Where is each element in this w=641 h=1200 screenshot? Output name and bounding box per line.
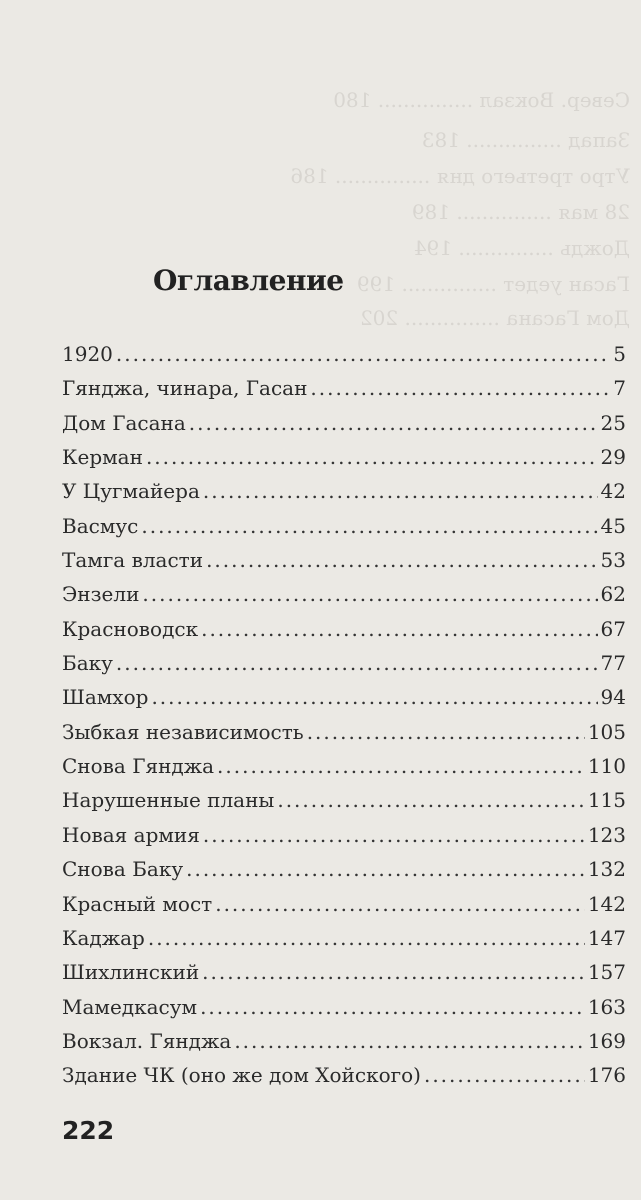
- toc-entry-title: Гянджа, чинара, Гасан: [62, 376, 308, 401]
- dot-leader: [189, 406, 598, 440]
- toc-entry-title: Керман: [62, 445, 143, 470]
- toc-entry[interactable]: [62, 1024, 626, 1058]
- dot-leader: [148, 921, 585, 955]
- bleed-line: Север. Вокзал ............... 180: [333, 88, 630, 112]
- dot-leader: [201, 612, 597, 646]
- dot-leader: [203, 818, 585, 852]
- dot-leader: [215, 887, 585, 921]
- toc-entry-page: 5: [613, 342, 626, 366]
- toc-entry[interactable]: [62, 818, 626, 852]
- toc-entry[interactable]: [62, 543, 626, 577]
- toc-entry-title: Шихлинский: [62, 960, 200, 985]
- toc-entry[interactable]: [62, 577, 626, 611]
- toc-entry-page: 25: [600, 410, 626, 435]
- toc-entry-title: Снова Гянджа: [62, 754, 215, 779]
- toc-entry-title: Нарушенные планы: [62, 788, 275, 813]
- dot-leader: [203, 474, 598, 508]
- toc-entry-page: 163: [587, 994, 626, 1019]
- page-title: Оглавление: [153, 264, 344, 297]
- bleed-line: Гасан уедет ............... 199: [356, 272, 630, 296]
- toc-entry-title: Зыбкая независимость: [62, 719, 304, 744]
- bleed-line: 28 мая ............... 189: [411, 200, 630, 224]
- toc-entry-title: Снова Баку: [62, 857, 184, 882]
- dot-leader: [142, 577, 597, 611]
- toc-entry-title: Красный мост: [62, 891, 213, 916]
- toc-entry[interactable]: [62, 715, 626, 749]
- toc-entry[interactable]: [62, 509, 626, 543]
- toc-entry-title: 1920: [62, 342, 113, 366]
- toc-entry-page: 42: [600, 479, 626, 504]
- dot-leader: [234, 1024, 584, 1058]
- dot-leader: [277, 783, 584, 817]
- toc-entry-title: Васмус: [62, 513, 139, 538]
- toc-entry[interactable]: [62, 646, 626, 680]
- dot-leader: [424, 1058, 585, 1092]
- toc-entry[interactable]: [62, 680, 626, 714]
- toc-entry-title: Новая армия: [62, 822, 200, 847]
- toc-entry-page: 105: [587, 719, 626, 744]
- toc-entry[interactable]: [62, 474, 626, 508]
- toc-entry-page: 110: [587, 754, 626, 779]
- toc-entry-page: 132: [587, 857, 626, 882]
- toc-entry-page: 94: [600, 685, 626, 710]
- toc-entry[interactable]: [62, 990, 626, 1024]
- toc-entry-page: 29: [600, 445, 626, 470]
- toc-entry-page: 123: [587, 822, 626, 847]
- bleed-line: Дом Гасана ............... 202: [359, 306, 630, 330]
- toc-entry-title: Шамхор: [62, 685, 149, 710]
- toc-entry[interactable]: [62, 749, 626, 783]
- toc-entry[interactable]: [62, 337, 626, 371]
- dot-leader: [146, 440, 598, 474]
- dot-leader: [186, 852, 585, 886]
- toc-entry[interactable]: [62, 406, 626, 440]
- toc-entry-page: 142: [587, 891, 626, 916]
- toc-entry[interactable]: [62, 612, 626, 646]
- toc-entry-title: Вокзал. Гянджа: [62, 1028, 232, 1053]
- toc-entry[interactable]: [62, 852, 626, 886]
- toc-entry-page: 176: [587, 1063, 626, 1088]
- toc-entry-page: 62: [600, 582, 626, 607]
- bleed-line: Утро третьего дня ............... 186: [290, 164, 630, 188]
- bleed-line: Запад ............... 183: [421, 128, 630, 152]
- dot-leader: [116, 337, 610, 371]
- toc-entry-title: Тамга власти: [62, 548, 204, 573]
- dot-leader: [116, 646, 598, 680]
- toc-entry[interactable]: [62, 887, 626, 921]
- toc-entry-title: Здание ЧК (оно же дом Хойского): [62, 1063, 421, 1088]
- toc-entry[interactable]: [62, 371, 626, 405]
- dot-leader: [141, 509, 597, 543]
- table-of-contents: [62, 337, 626, 1093]
- dot-leader: [151, 680, 597, 714]
- toc-entry-page: 157: [587, 960, 626, 985]
- toc-entry-title: Энзели: [62, 582, 140, 607]
- dot-leader: [310, 371, 610, 405]
- dot-leader: [202, 955, 585, 989]
- bleed-line: Дождь ............... 194: [413, 236, 630, 260]
- page-number: 222: [62, 1116, 115, 1145]
- toc-entry-title: У Цугмайера: [62, 479, 200, 504]
- toc-entry-page: 7: [613, 376, 626, 401]
- toc-entry[interactable]: [62, 955, 626, 989]
- toc-entry-title: Баку: [62, 651, 113, 676]
- toc-entry-title: Каджар: [62, 925, 145, 950]
- toc-entry-page: 115: [587, 788, 626, 813]
- dot-leader: [206, 543, 597, 577]
- toc-entry-title: Красноводск: [62, 616, 199, 641]
- toc-entry[interactable]: [62, 921, 626, 955]
- toc-entry[interactable]: [62, 440, 626, 474]
- toc-entry-page: 45: [600, 513, 626, 538]
- toc-entry-page: 169: [587, 1028, 626, 1053]
- toc-entry-title: Мамедкасум: [62, 994, 198, 1019]
- toc-entry[interactable]: [62, 1058, 626, 1092]
- dot-leader: [217, 749, 585, 783]
- toc-entry-title: Дом Гасана: [62, 410, 186, 435]
- toc-entry-page: 53: [600, 548, 626, 573]
- toc-entry-page: 147: [587, 925, 626, 950]
- toc-entry-page: 77: [600, 651, 626, 676]
- dot-leader: [307, 715, 585, 749]
- toc-entry-page: 67: [600, 616, 626, 641]
- dot-leader: [200, 990, 585, 1024]
- toc-entry[interactable]: [62, 783, 626, 817]
